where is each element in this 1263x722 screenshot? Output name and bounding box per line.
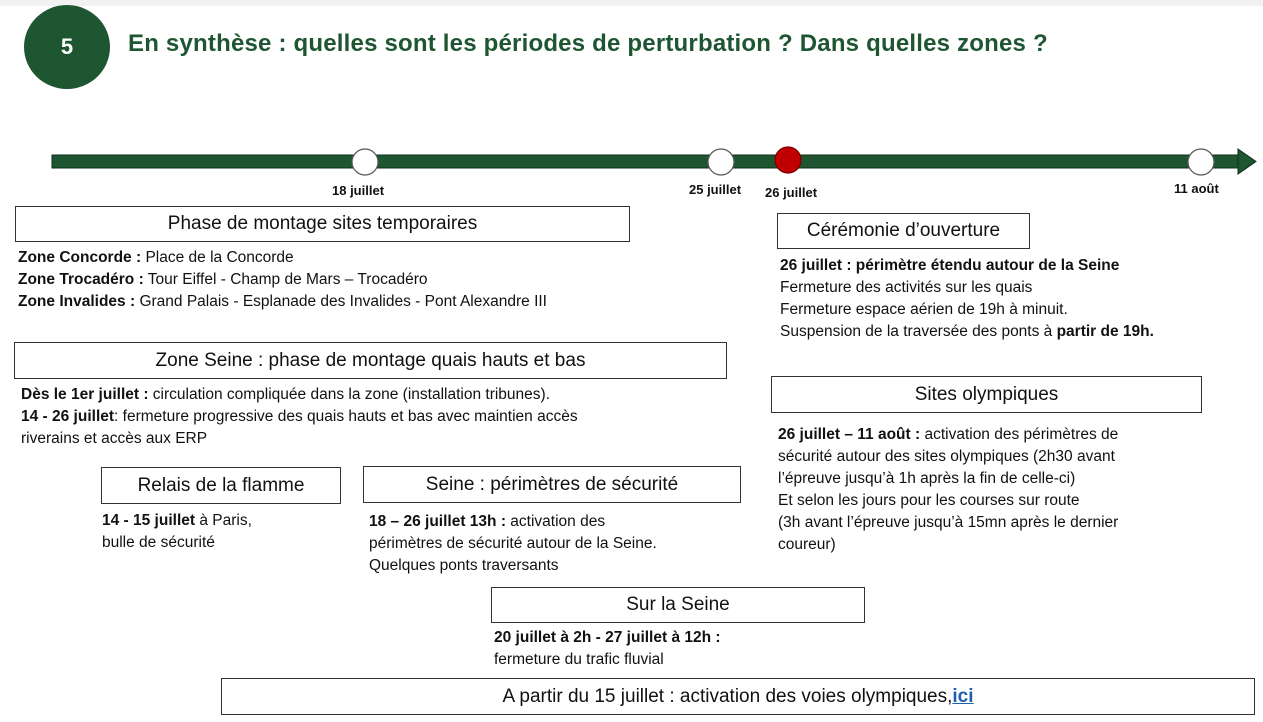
phase-montage-text: Zone Concorde : Place de la Concorde Zone Trocadéro : Tour Eiffel - Champ de Mars – Trocadéro Zone Invalides : Grand Palais - Esplanade des Invalides - Pont Alexandre III: [18, 249, 547, 310]
timeline: [0, 0, 1263, 210]
zone-seine-text: Dès le 1er juillet : circulation compliquée dans la zone (installation tribunes). 14 - 26 juillet: fermeture progressive des quais hauts et bas avec maintien accès riverains et accès aux ERP: [21, 386, 578, 447]
sites-olympiques-text: 26 juillet – 11 août : activation des périmètres de sécurité autour des sites olympiques (2h30 avant l’épreuve jusqu’à 1h après la fin de celle-ci) Et selon les jours pour les courses sur route (3h avant l’épreuve jusqu’à 15mn après le dernier coureur): [778, 426, 1119, 553]
milestone-18-juillet: [352, 149, 378, 175]
timeline-bar: [52, 155, 1240, 168]
phase-montage-box: Phase de montage sites temporaires: [15, 206, 630, 242]
relais-flamme-text: 14 - 15 juillet à Paris, bulle de sécurité: [102, 512, 252, 551]
sur-la-seine-box: Sur la Seine: [491, 587, 865, 623]
section-number-badge: 5: [24, 5, 110, 89]
timeline-arrowhead: [1238, 149, 1256, 174]
label-25-juillet: 25 juillet: [689, 182, 742, 197]
seine-perimetres-text: 18 – 26 juillet 13h : activation des périmètres de sécurité autour de la Seine. Quelques ponts traversants: [369, 513, 657, 574]
milestone-25-juillet: [708, 149, 734, 175]
relais-flamme-box: Relais de la flamme: [101, 467, 341, 504]
seine-perimetres-box: Seine : périmètres de sécurité: [363, 466, 741, 503]
label-11-aout: 11 août: [1174, 181, 1219, 196]
label-18-juillet: 18 juillet: [332, 183, 385, 198]
sites-olympiques-box: Sites olympiques: [771, 376, 1202, 413]
voies-olympiques-text: A partir du 15 juillet : activation des voies olympiques,: [502, 685, 953, 707]
ici-link[interactable]: ici: [952, 685, 974, 707]
ceremonie-text: 26 juillet : périmètre étendu autour de la Seine Fermeture des activités sur les quais Fermeture espace aérien de 19h à minuit. Suspension de la traversée des ponts à partir de 19h.: [780, 257, 1154, 340]
ceremonie-box: Cérémonie d’ouverture: [777, 213, 1030, 249]
page-title: En synthèse : quelles sont les périodes de perturbation ? Dans quelles zones ?: [128, 30, 1048, 57]
label-26-juillet: 26 juillet: [765, 185, 818, 200]
milestone-26-juillet: [775, 147, 801, 173]
voies-olympiques-box: [221, 678, 1255, 715]
milestone-11-aout: [1188, 149, 1214, 175]
sur-la-seine-text: 20 juillet à 2h - 27 juillet à 12h : fermeture du trafic fluvial: [494, 629, 721, 668]
zone-seine-box: Zone Seine : phase de montage quais hauts et bas: [14, 342, 727, 379]
